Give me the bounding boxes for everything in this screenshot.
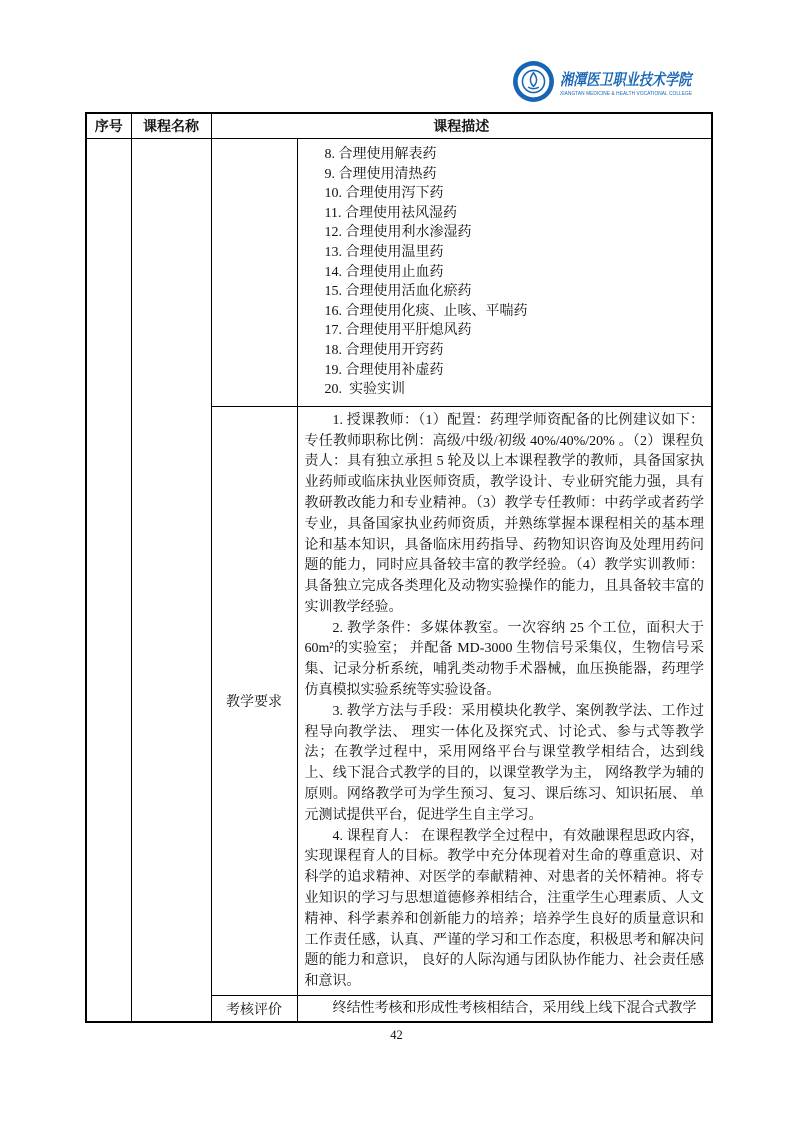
outline-item: 14. 合理使用止血药 [324,264,444,280]
outline-item: 12. 合理使用利水渗湿药 [324,225,472,241]
outline-item: 9. 合理使用清热药 [324,166,437,182]
teaching-requirements-label: 教学要求 [211,406,297,995]
outline-item: 13. 合理使用温里药 [324,244,444,260]
header-course-name: 课程名称 [131,113,211,139]
requirement-paragraph: 1. 授课教师：（1）配置：药理学师资配备的比例建议如下：专任教师职称比例：高级/中级/初级 40%/40%/20% 。（2）课程负责人：具有独立承担 5 轮及以上本课程教学的教师，具备国家执业药师或临床执业医师资质，教学设计、专业研究能力强，具有教研教改能力和专业精神。（3）教学专任教师：中药学或者药学专业，具备国家执业药师资质，并熟练掌握本课程相关的基本理论和基本知识，具备临床用药指导、药物知识咨询及处理用药问题的能力，同时应具备较丰富的教学经验。（4）教学实训教师：具备独立完成各类理化及动物实验操作的能力，且具备较丰富的实训教学经验。 [304,412,704,615]
college-logo [512,60,712,103]
college-name-en: XIANGTAN MEDICINE & HEALTH VOCATIONAL COLLEGE [560,90,693,97]
assessment-text: 终结性考核和形成性考核相结合，采用线上线下混合式教学 [332,1001,697,1017]
page-number: 42 [390,1028,403,1042]
outline-item: 20. 实验实训 [324,382,405,398]
course-description-table [85,112,713,1023]
assessment-label: 考核评价 [211,996,297,1023]
outline-item: 18. 合理使用开窍药 [324,342,444,358]
header-serial: 序号 [86,113,131,139]
college-name-zh: 湘潭医卫职业技术学院 [560,71,692,89]
table-header-row [86,113,712,139]
outline-item: 11. 合理使用祛风湿药 [324,205,457,221]
teaching-requirements-content [297,406,712,995]
outline-item: 16. 合理使用化痰、止咳、平喘药 [324,303,528,319]
outline-item: 8. 合理使用解表药 [324,147,437,162]
outline-item: 10. 合理使用泻下药 [324,186,444,202]
outline-item: 19. 合理使用补虚药 [324,362,444,378]
requirement-paragraph: 4. 课程育人： 在课程教学全过程中，有效融课程思政内容，实现课程育人的目标。教学中充分体现着对生命的尊重意识、对科学的追求精神、对医学的奉献精神、对患者的关怀精神。将专业知识的学习与思想道德修养相结合，注重学生心理素质、人文精神、科学素养和创新能力的培养；培养学生良好的质量意识和工作责任感，认真、严谨的学习和工作态度，积极思考和解决问题的能力和意识， 良好的人际沟通与团队协作能力、社会责任感和意识。 [304,828,704,990]
outline-content-cell [297,139,712,407]
teaching-requirements-paragraphs [298,407,712,995]
college-emblem-icon [512,60,555,103]
outline-row [86,139,712,407]
serial-cell [86,139,131,1023]
header-course-description: 课程描述 [211,113,712,139]
course-name-cell [131,139,211,1023]
outline-list [298,139,712,406]
requirement-paragraph: 2. 教学条件：多媒体教室。一次容纳 25 个工位，面积大于 60m²的实验室； 并配备 MD-3000 生物信号采集仪，生物信号采集、记录分析系统，哺乳类动物手术器械，血压换能器，药理学仿真模拟实验系统等实验设备。 [304,620,704,699]
outline-label-cell [211,139,297,407]
outline-item: 17. 合理使用平肝熄风药 [324,323,472,339]
outline-item: 15. 合理使用活血化瘀药 [324,284,472,300]
assessment-content [297,996,712,1023]
requirement-paragraph: 3. 教学方法与手段：采用模块化教学、案例教学法、工作过程导向教学法、 理实一体化及探究式、讨论式、参与式等教学法；在教学过程中，采用网络平台与课堂教学相结合，达到线上、线下混合式教学的目的，以课堂教学为主， 网络教学为辅的原则。网络教学可为学生预习、复习、课后练习、知识拓展、 单元测试提供平台，促进学生自主学习。 [304,703,704,823]
